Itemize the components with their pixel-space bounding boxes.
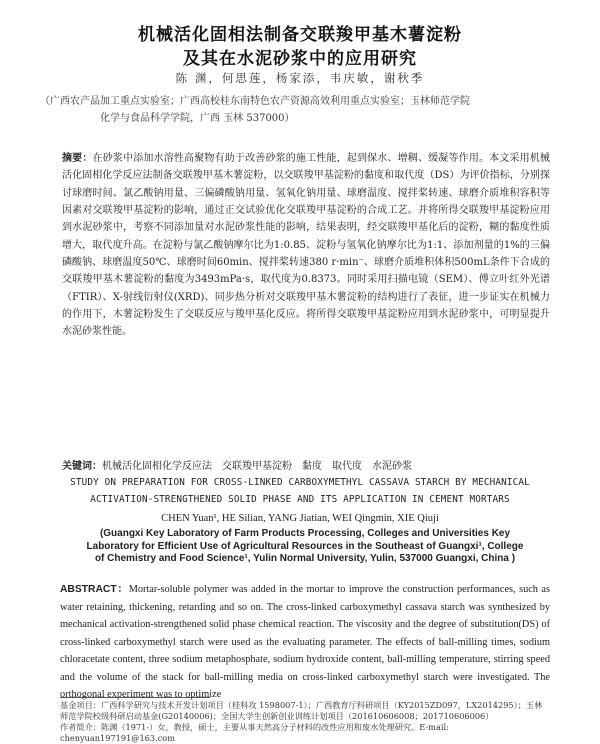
title-en-line-2: ACTIVATION-STRENGTHENED SOLID PHASE AND ITS APPLICATION IN CEMENT MORTARS (90, 494, 510, 505)
title-cn-line-2: 及其在水泥砂浆中的应用研究 (183, 49, 417, 69)
affiliation-cn-line-1: （广西农产品加工重点实验室；广西高校桂东南特色农产资源高效利用重点实验室；玉林师范学院 (40, 96, 470, 107)
footnote-author: 作者简介：陈渊（1971-）女，教授，硕士，主要从事天然高分子材料的改性应用和废水处理研究。E-mail: chenyuan197191@163.com (60, 722, 449, 743)
authors-en: CHEN Yuan¹, HE Silian, YANG Jiatian, WEI Qingmin, XIE Qiuji (161, 513, 439, 524)
abstract-en (60, 581, 550, 704)
footnote-funding: 基金项目：广西科学研究与技术开发计划项目（桂科攻 1598007-1）；广西教育厅科研项目（KY2015ZD097，LX2014295）；玉林师范学院校级科研启动基金(G20140006)；全国大学生创新创业训练计划项目（201610606008；201710606006） (60, 700, 543, 721)
title-en-line-1: STUDY ON PREPARATION FOR CROSS-LINKED CARBOXYMETHYL CASSAVA STARCH BY MECHANICAL (70, 477, 530, 488)
abstract-cn-label: 摘要： (62, 153, 93, 164)
keywords-cn-text: 机械活化固相化学反应法 交联羧甲基淀粉 黏度 取代度 水泥砂浆 (102, 461, 412, 472)
keywords-cn-label: 关键词： (62, 461, 102, 472)
authors-cn: 陈 渊，何思莲，杨家添，韦庆敏，谢秋季 (175, 71, 425, 85)
abstract-en-label: ABSTRACT： (60, 584, 129, 595)
title-cn-line-1: 机械活化固相法制备交联羧甲基木薯淀粉 (138, 25, 462, 45)
footnotes (60, 700, 550, 744)
abstract-cn-text: 在砂浆中添加水溶性高聚物有助于改善砂浆的施工性能，起到保水、增稠、缓凝等作用。本文采用机械活化固相化学反应法制备交联羧甲基木薯淀粉，以交联羧甲基淀粉的黏度和取代度（DS）为评价指标，分别探讨球磨时间、氯乙酸钠用量、三偏磷酸钠用量、氢氧化钠用量、球磨温度、搅拌桨转速、球磨介质堆积容积等因素对交联羧甲基淀粉的影响，通过正交试验优化交联羧甲基淀粉的合成工艺。并将所得交联羧甲基淀粉应用到水泥砂浆中，考察不同添加量对水泥砂浆性能的影响，结果表明，经交联羧甲基化后的淀粉，糊的黏度性质增大，取代度升高。在淀粉与氯乙酸钠摩尔比为1:0.85、淀粉与氢氧化钠摩尔比为1:1、添加剂量的1%的三偏磷酸钠、球磨温度50℃、球磨时间60min、搅拌桨转速380 r·min⁻、球磨介质堆积体积500mL条件下合成的交联羧甲基木薯淀粉的黏度为3493mPa·s，取代度为0.8373。同时采用扫描电镜（SEM）、傅立叶红外光谱（FTIR）、X-射线衍射仪(XRD)、同步热分析对交联羧甲基木薯淀粉的结构进行了表征，进一步证实在机械力的作用下，木薯淀粉发生了交联反应与羧甲基化反应。将所得交联羧甲基淀粉应用到水泥砂浆中，可明显提升水泥砂浆性能。 (62, 153, 551, 338)
keywords-cn (62, 457, 550, 472)
affiliation-cn-line-2: 化学与食品科学学院，广西 玉林 537000） (100, 113, 295, 124)
footnote-divider (60, 697, 210, 698)
abstract-en-text: Mortar-soluble polymer was added in the mortar to improve the construction performances, such as water retaining, thickening, retarding and so on. The cross-linked carboxymethyl cassava starch was synthesized by mechanical activation-strengthened solid phase chemical reaction. The viscosity and the degree of substitution(DS) of cross-linked carboxymethyl starch were used as the evaluating parameter. The effects of ball-milling times, sodium chloracetate content, three sodium metaphosphate, sodium hydroxide content, ball-milling temperature, stirring speed and the volume of the stack for ball-milling media on cross-linked carboxymethyl starch were investigated. The orthogonal experiment was to optimize (60, 584, 550, 700)
affiliation-en: (Guangxi Key Laboratory of Farm Products Processing, Colleges and Universities Key Laboratory for Efficient Use of Agricultural Resources in the Southeast of Guangxi¹, College of Chemistry and Food Science¹, Yulin Normal University, Yulin, 537000 Guangxi, China ) (86, 528, 524, 564)
abstract-cn (62, 150, 550, 341)
